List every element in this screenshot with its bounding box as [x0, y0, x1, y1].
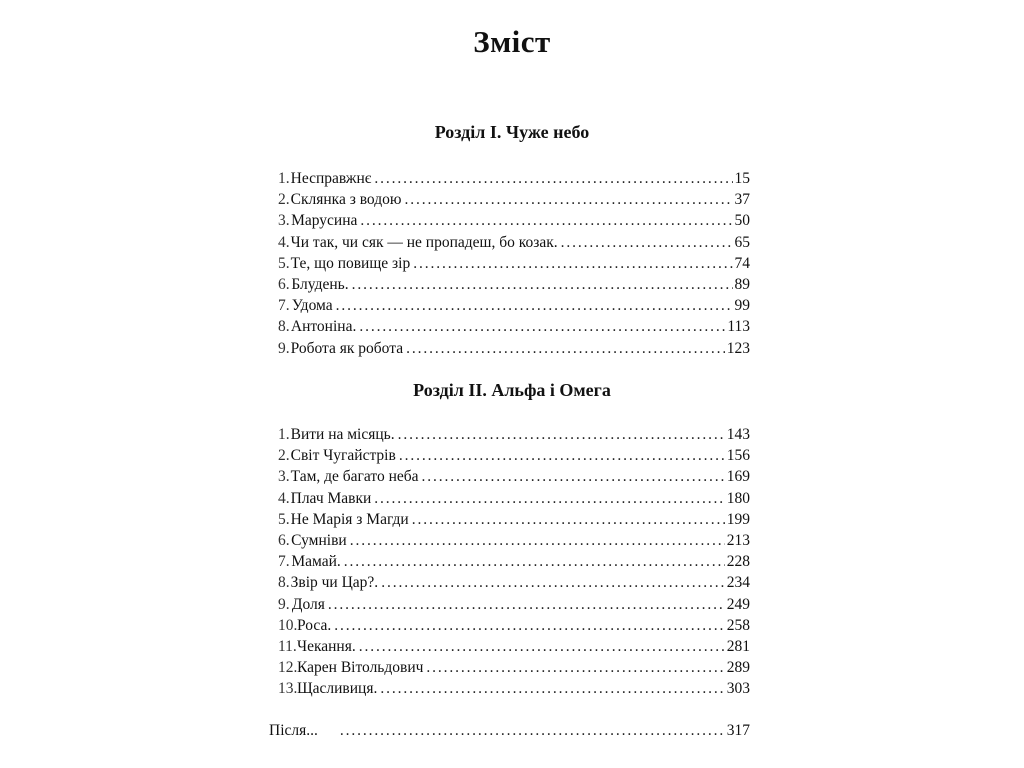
entry-title: Світ Чугайстрів [290, 447, 396, 465]
dot-leader [426, 659, 724, 677]
section-heading: Розділ І. Чуже небо [434, 122, 590, 142]
entry-title: Карен Вітольдович [297, 659, 424, 677]
toc-entry [278, 511, 750, 532]
entry-number: 1. [278, 426, 290, 443]
toc-entry [278, 426, 750, 447]
entry-page-number: 143 [726, 426, 750, 443]
dot-leader [359, 318, 725, 336]
toc-entry [278, 255, 750, 276]
entry-title: Роса. [297, 616, 332, 634]
entry-page-number: 213 [726, 531, 750, 549]
entry-title: Марусина [291, 212, 358, 230]
entry-number: 5. [278, 254, 290, 272]
dot-leader [422, 468, 725, 486]
dot-leader [374, 170, 732, 188]
toc-entry [278, 340, 750, 361]
entry-title: Антоніна. [290, 318, 357, 336]
toc-entry [278, 170, 750, 191]
toc-entry [278, 212, 750, 233]
entry-title: Щасливиця. [297, 680, 378, 698]
dot-leader [380, 680, 724, 698]
entry-page-number: 228 [726, 553, 750, 571]
toc-entry [278, 490, 750, 511]
toc-entry-afterword [268, 722, 750, 740]
entry-page-number: 258 [726, 616, 750, 634]
toc-entry [278, 532, 750, 553]
toc-list-section-2 [278, 426, 750, 701]
entry-page-number: 169 [726, 468, 750, 486]
entry-number: 10. [278, 616, 298, 634]
entry-title: Після... [269, 722, 318, 739]
dot-leader [398, 426, 725, 444]
dot-leader [399, 447, 725, 465]
entry-page-number: 317 [726, 722, 750, 739]
section-heading: Розділ ІІ. Альфа і Омега [413, 380, 611, 400]
entry-number: 3. [278, 468, 290, 486]
entry-number: 2. [278, 191, 290, 209]
entry-title: Те, що повище зір [290, 254, 411, 272]
entry-page-number: 99 [734, 297, 750, 315]
entry-page-number: 74 [734, 254, 750, 272]
entry-title: Чекання. [297, 637, 356, 655]
entry-number: 7. [278, 553, 290, 571]
toc-entry [278, 191, 750, 212]
entry-number: 5. [278, 510, 290, 528]
dot-leader [561, 234, 733, 252]
dot-leader [413, 255, 732, 273]
entry-title: Там, де багато неба [290, 468, 419, 486]
dot-leader [406, 340, 725, 358]
page-title: Зміст [473, 24, 551, 59]
toc-entry [278, 659, 750, 680]
dot-leader [374, 490, 724, 508]
entry-title: Робота як робота [290, 339, 404, 357]
entry-number: 8. [278, 318, 290, 336]
dot-leader [404, 191, 732, 209]
entry-page-number: 281 [726, 637, 750, 655]
entry-title: Несправжнє [290, 170, 372, 187]
dot-leader [334, 617, 725, 635]
entry-title: Сумніви [291, 531, 347, 549]
entry-title: Доля [291, 595, 325, 613]
toc-entry [278, 638, 750, 659]
entry-page-number: 199 [726, 510, 750, 528]
entry-number: 6. [278, 275, 290, 293]
dot-leader [340, 722, 725, 740]
entry-title: Вити на місяць. [290, 426, 395, 443]
entry-number: 4. [278, 489, 290, 507]
entry-number: 1. [278, 170, 290, 187]
toc-entry [278, 468, 750, 489]
entry-page-number: 15 [734, 170, 750, 187]
entry-title: Блудень. [291, 275, 349, 293]
dot-leader [360, 212, 732, 230]
entry-number: 12. [278, 659, 298, 677]
entry-title: Не Марія з Магди [290, 510, 409, 528]
entry-title: Склянка з водою [290, 191, 402, 209]
toc-entry [278, 447, 750, 468]
entry-page-number: 89 [734, 275, 750, 293]
entry-title: Чи так, чи сяк — не пропадеш, бо козак. [290, 233, 558, 251]
toc-entry [278, 234, 750, 255]
entry-page-number: 249 [726, 595, 750, 613]
dot-leader [336, 297, 733, 315]
toc-entry [278, 297, 750, 318]
toc-list-section-1 [278, 170, 750, 361]
entry-number: 4. [278, 233, 290, 251]
entry-page-number: 123 [726, 339, 750, 357]
entry-number: 7. [278, 297, 290, 315]
toc-entry [278, 617, 750, 638]
entry-title: Мамай. [291, 553, 341, 571]
entry-title: Звір чи Цар?. [290, 574, 379, 592]
toc-entry [278, 553, 750, 574]
dot-leader [328, 596, 725, 614]
entry-title: Удома [291, 297, 333, 315]
dot-leader [352, 276, 733, 294]
entry-page-number: 289 [726, 659, 750, 677]
entry-page-number: 113 [727, 318, 750, 336]
dot-leader [344, 553, 725, 571]
dot-leader [381, 574, 725, 592]
entry-number: 6. [278, 531, 290, 549]
entry-page-number: 65 [734, 233, 750, 251]
entry-number: 2. [278, 447, 290, 465]
toc-entry [278, 276, 750, 297]
toc-entry [278, 574, 750, 595]
entry-page-number: 180 [726, 489, 750, 507]
entry-number: 9. [278, 595, 290, 613]
entry-number: 13. [278, 680, 298, 698]
toc-entry [278, 596, 750, 617]
entry-number: 11. [278, 637, 297, 655]
entry-page-number: 303 [726, 680, 750, 698]
toc-entry [278, 318, 750, 339]
dot-leader [350, 532, 725, 550]
dot-leader [412, 511, 725, 529]
entry-number: 3. [278, 212, 290, 230]
dot-leader [359, 638, 725, 656]
toc-entry [278, 680, 750, 701]
entry-number: 9. [278, 339, 290, 357]
entry-page-number: 156 [726, 447, 750, 465]
entry-page-number: 50 [734, 212, 750, 230]
entry-number: 8. [278, 574, 290, 592]
entry-page-number: 234 [726, 574, 750, 592]
entry-page-number: 37 [734, 191, 750, 209]
entry-title: Плач Мавки [290, 489, 372, 507]
